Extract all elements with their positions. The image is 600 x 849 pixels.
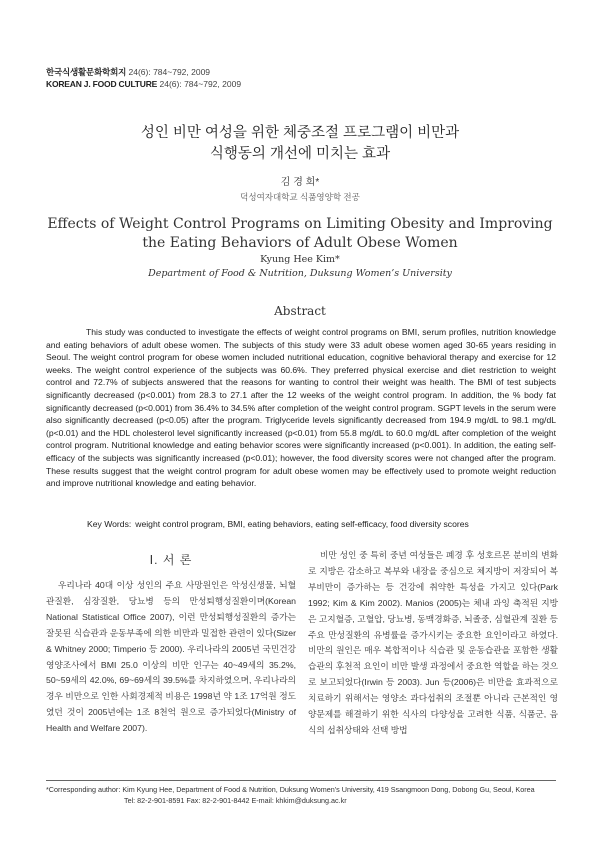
- journal-info-ko: 24(6): 784~792, 2009: [128, 67, 211, 77]
- korean-title-line-1: 성인 비만 여성을 위한 체중조절 프로그램이 비만과: [140, 125, 460, 141]
- korean-title: [0, 123, 600, 165]
- journal-name-en: KOREAN J. FOOD CULTURE: [46, 79, 158, 89]
- right-paragraph-1: 비만 성인 중 특히 중년 여성들은 폐경 후 성호르몬 분비의 변화로 지방은 감소하고 복부와 내장을 중심으로 체지방이 저장되어 복부비만이 증가하는 등 건강에 취약한 특성을 가지고 있다(Park 1992; Kim & Kim 2002). Manios (2005)는 체내 과잉 축적된 지방은 고지혈증, 고혈압, 당뇨병, 동맥경화증, 뇌졸중, 심혈관계 질환 등 주요 만성질환의 유병률을 증가시키는 중요한 요인이라고 하였다. 비만의 원인은 매우 복합적이나 식습관 및 운동습관을 포함한 생활습관의 후천적 요인이 비만 발생 과정에서 중요한 역할을 하는 것으로 보고되었다(Irwin 등 2003). Jun 등(2006)은 비만을 효과적으로 치료하기 위해서는 영양소 과다섭취의 조절뿐 아니라 근본적인 영양문제를 해결하기 위한 식사의 다양성을 고려한 식품, 식품군, 음식의 섭취상태와 선택 방법: [308, 550, 558, 735]
- keywords-text: weight control program, BMI, eating behaviors, eating self-efficacy, food diversity scores: [135, 519, 469, 529]
- section-heading-introduction: Ⅰ. 서 론: [149, 553, 193, 567]
- korean-affiliation: 덕성여자대학교 식품영양학 전공: [240, 192, 360, 202]
- english-affiliation: Department of Food & Nutrition, Duksung Women’s University: [148, 268, 452, 279]
- journal-line-en: [46, 78, 241, 90]
- english-title-line-2: the Eating Behaviors of Adult Obese Women: [142, 235, 458, 251]
- korean-title-line-2: 식행동의 개선에 미치는 효과: [209, 146, 391, 162]
- english-title-line-1: Effects of Weight Control Programs on Limiting Obesity and Improving: [47, 216, 553, 232]
- keywords: [87, 518, 557, 530]
- keywords-label: Key Words:: [87, 519, 132, 529]
- footnote-line-2: Tel: 82-2-901-8591 Fax: 82-2-901-8442 E-mail: khkim@duksung.ac.kr: [124, 795, 347, 805]
- abstract-body: This study was conducted to investigate the effects of weight control programs on BMI, serum profiles, nutrition knowledge and eating behaviors of adult obese women. The subjects of this study were 33 adult obese women aged 30-65 years residing in Seoul. The weight control program for obese women included nutritional education, cognitive behavioral therapy and exercise for 12 weeks. The weight control experience of the subjects was 60.6%. They preferred physical exercise and diet restriction to weight control and 72.7% of subjects answered that the reasons for wanting to control their weight was health. The BMI of test subjects significantly decreased (p<0.001) from 28.3 to 27.1 after the 12 weeks of the weight control program. In addition, the % body fat significantly decreased (p<0.001) from 36.4% to 34.5% after completion of the weight control program. SGPT levels in the serum were also significantly decreased (p<0.05) after the program. Triglyceride levels significantly decreased from 194.9 mg/dL to 98.1 mg/dL (p<0.01) and the HDL cholesterol level significantly increased (p<0.01) from 55.8 mg/dL to 60.0 mg/dL after completion of the weight control program. Nutritional knowledge and eating behavior scores were significantly increased (p<0.001). In addition, the eating self-efficacy of the subjects was significantly increased (p<0.01); however, the food diversity scores were not changed after the program. These results suggest that the weight control program for adult obese women may be effectively used to promote weight reduction and improve nutritional knowledge and eating behavior.: [46, 327, 556, 489]
- footnote-divider: [46, 780, 556, 781]
- korean-author: 김 경 희*: [280, 177, 320, 188]
- journal-header: [46, 66, 241, 90]
- body-column-right: [308, 548, 558, 739]
- journal-name-ko: 한국식생활문화학회지: [46, 67, 127, 77]
- journal-info-en: 24(6): 784~792, 2009: [159, 79, 242, 89]
- left-paragraph-1: 우리나라 40대 이상 성인의 주요 사망원인은 악성신생물, 뇌혈관질환, 심장질환, 당뇨병 등의 만성퇴행성질환이며(Korean National Statistical Office 2007), 이런 만성퇴행성질환의 증가는 잘못된 식습관과 운동부족에 의한 비만과 밀접한 관련이 있다(Sizer & Whitney 2000; Timperio 등 2000). 우리나라의 2005년 국민건강영양조사에서 BMI 25.0 이상의 비만 인구는 40~49세의 35.2%, 50~59세의 42.0%, 69~69세의 39.5%를 차지하였으며, 우리나라의 경우 비만으로 인한 사회경제적 비용은 1998년 약 1조 17억원 정도였던 것이 2005년에는 1조 8천억 원으로 증가되었다(Ministry of Health and Welfare 2007).: [46, 580, 296, 734]
- english-title: [0, 215, 600, 253]
- body-column-left: [46, 578, 296, 737]
- footnote-line-1: *Corresponding author: Kim Kyung Hee, Department of Food & Nutrition, Duksung Women’s University, 419 Ssangmoon Dong, Dobong Gu, Seoul, Korea: [46, 785, 535, 794]
- journal-line-ko: [46, 66, 241, 78]
- footnote: [46, 785, 566, 806]
- english-author: Kyung Hee Kim*: [260, 254, 340, 265]
- abstract-heading: Abstract: [274, 304, 326, 318]
